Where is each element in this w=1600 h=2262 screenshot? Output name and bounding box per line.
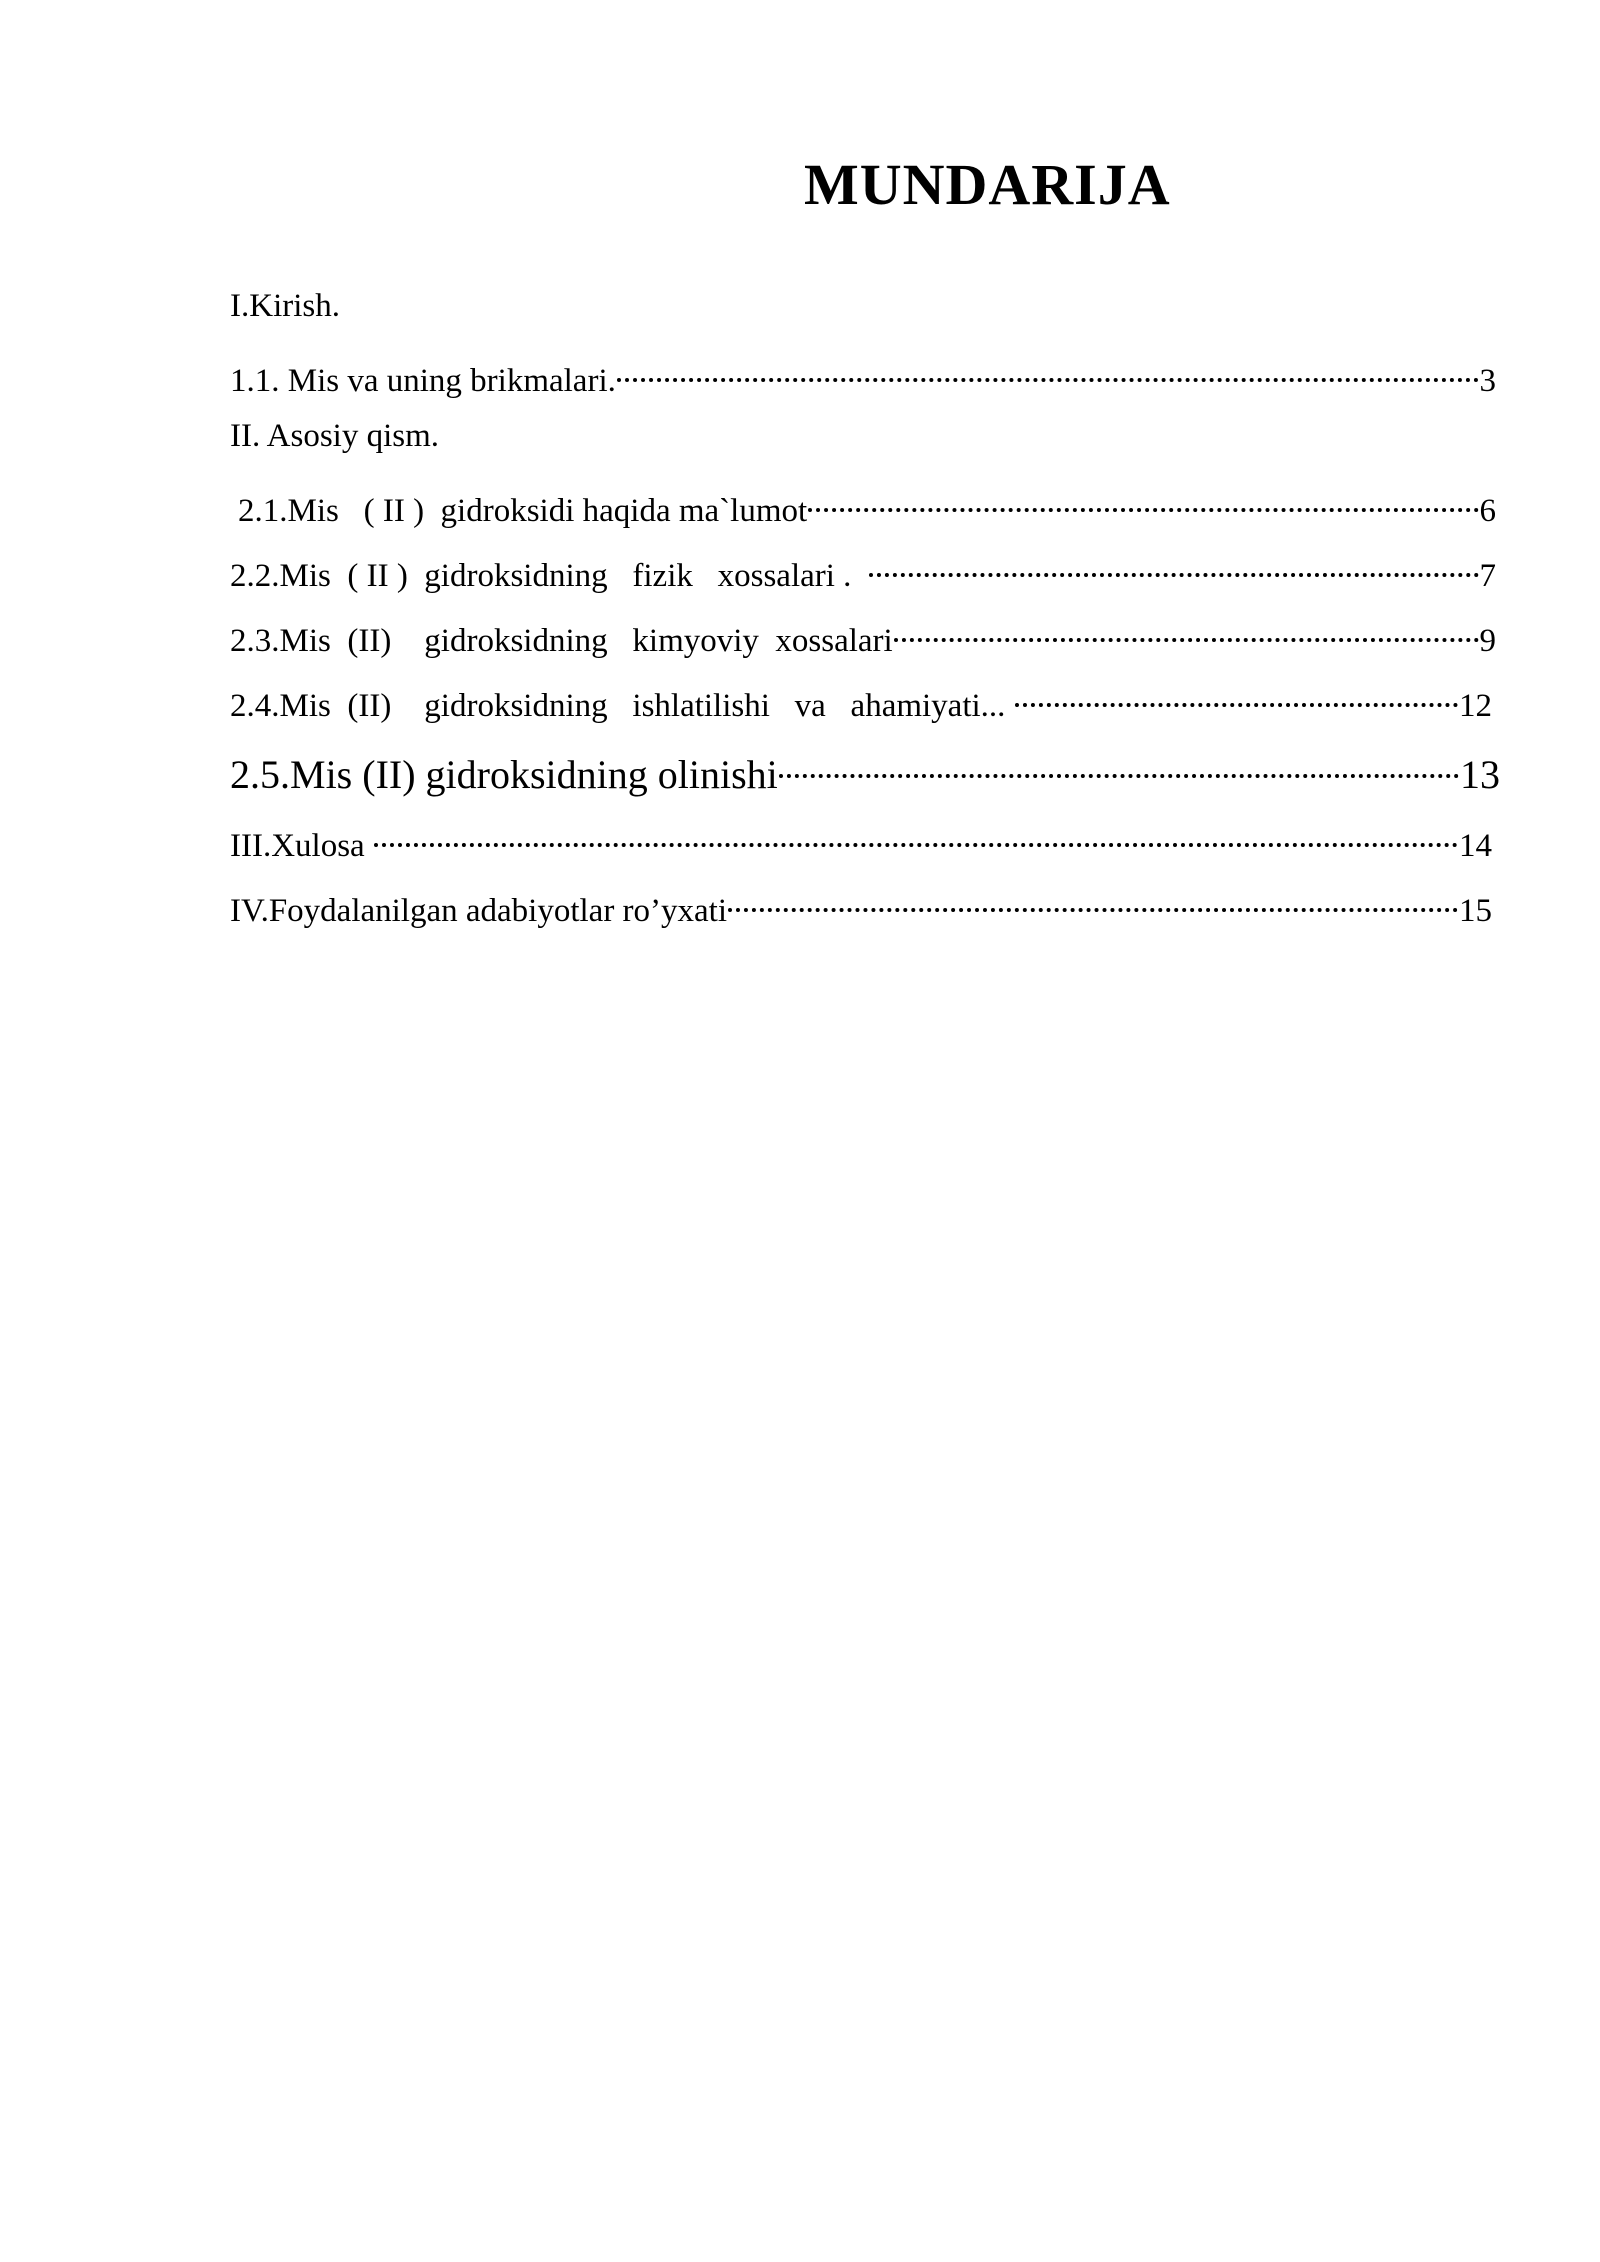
toc-entry-kirish[interactable] [230, 286, 1496, 326]
dot-leader [728, 881, 1458, 921]
dot-leader [808, 481, 1478, 521]
title-text: MUNDARIJA [804, 152, 1171, 217]
toc-page-number: 13 [1460, 752, 1500, 797]
toc-entry-label: 2.5.Mis (II) gidroksidning olinishi [230, 752, 778, 797]
toc-entry-label: II. Asosiy qism. [230, 418, 440, 454]
toc-entry-adabiyotlar[interactable] [230, 881, 1492, 931]
dot-leader [374, 816, 1458, 856]
toc-entry-label: IV.Foydalanilgan adabiyotlar ro’yxati [230, 893, 728, 929]
dot-leader [894, 611, 1479, 651]
toc-page-number: 7 [1479, 558, 1496, 594]
toc-page-number: 9 [1479, 623, 1496, 659]
toc-page-number: 14 [1459, 828, 1492, 864]
dot-leader [779, 740, 1459, 788]
toc-entry-label: 2.4.Mis (II) gidroksidning ishlatilishi va ahamiyati... [230, 688, 1014, 724]
toc-entry-2-4[interactable] [230, 676, 1492, 726]
toc-page-number: 3 [1479, 363, 1496, 399]
toc-entry-asosiy-qism[interactable] [230, 416, 1496, 456]
toc-entry-label: I.Kirish. [230, 288, 340, 324]
toc-entry-2-2[interactable] [230, 546, 1496, 596]
toc-page-number: 12 [1459, 688, 1492, 724]
toc-entry-2-3[interactable] [230, 611, 1496, 661]
toc-entry-label: 2.1.Mis ( II ) gidroksidi haqida ma`lumot [238, 493, 808, 529]
toc-entry-1-1[interactable] [230, 351, 1496, 401]
toc-page-number: 15 [1459, 893, 1492, 929]
toc-entry-xulosa[interactable] [230, 816, 1492, 866]
toc-entry-label: 2.2.Mis ( II ) gidroksidning fizik xossalari . [230, 558, 868, 594]
toc-entry-label: III.Xulosa [230, 828, 373, 864]
dot-leader [1015, 676, 1458, 716]
toc-entry-2-5[interactable] [230, 740, 1500, 799]
toc-entry-label: 2.3.Mis (II) gidroksidning kimyoviy xossalari [230, 623, 893, 659]
toc-page-number: 6 [1479, 493, 1496, 529]
dot-leader [617, 351, 1479, 391]
toc-entry-2-1[interactable] [238, 481, 1496, 531]
dot-leader [869, 546, 1479, 586]
toc-entry-label: 1.1. Mis va uning brikmalari. [230, 363, 616, 399]
